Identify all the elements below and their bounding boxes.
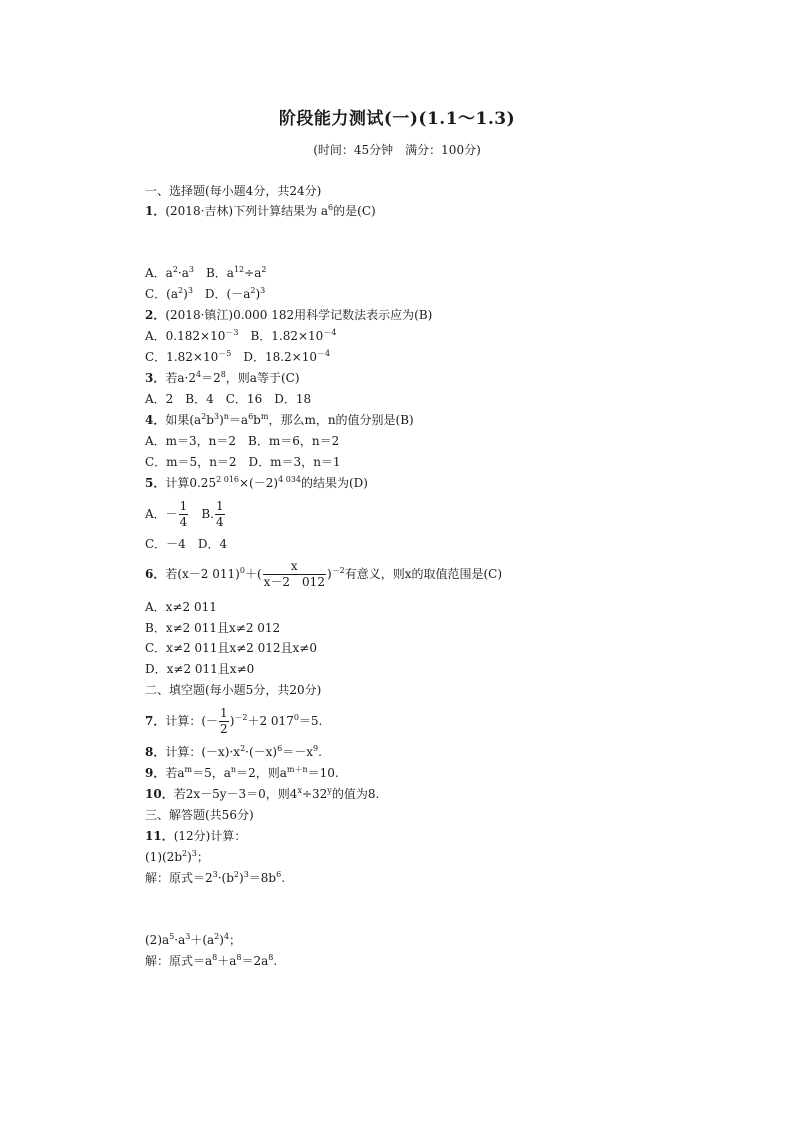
question-6-option-d: D．x≠2 011且x≠0 [145,662,255,676]
question-1-options-ab: A．$a^2\cdot a^3$ B．$a^{12}\div a^2$ [145,265,267,280]
fraction-one-quarter-b: $\frac{1}{4}$ [215,499,224,529]
question-5-stem: 5．计算$0.25^{2 016}\times(-2)^{4 034}$的结果为(D) [145,475,368,490]
page-title: 阶段能力测试(一)(1.1～1.3) [278,109,516,129]
question-11-part-1: $(1)(2b^2)^3$； [145,849,209,864]
question-1-stem: 1．(2018·吉林)下列计算结果为 $a^6$的是(C) [145,203,376,218]
question-4-options-cd: C．m＝5，n＝2 D．m＝3，n＝1 [145,455,341,469]
question-2-stem: 2．(2018·镇江)0.000 182用科学记数法表示应为(B) [145,308,433,322]
question-2-options-ab: A．$0.182\times 10^{-3}$ B．$1.82\times 10^{-4}$ [145,328,337,343]
fraction-x-over-x-minus-2012: $\frac{x}{x-2 012}$ [263,559,325,589]
question-11-solution-1: 解：原式$=2^3\cdot(b^2)^3=8b^6$. [145,870,286,885]
section-heading-choice: 一、选择题(每小题4分，共24分) [145,184,322,198]
question-4-options-ab: A．m＝3，n＝2 B．m＝6，n＝2 [145,434,340,448]
question-11-stem: 11．(12分)计算： [145,829,247,843]
question-4-stem: 4．如果$(a^2b^3)^n=a^6b^m$，那么m，n的值分别是(B) [145,412,414,427]
question-8: 8．计算：$(-x)\cdot x^2\cdot(-x)^6=-x^9$. [145,744,322,759]
question-10: 10．若2x－5y－3＝0，则$4^x\div 32^y$的值为8. [145,786,380,801]
question-3-stem: 3．若$a\cdot 2^4=2^8$，则a等于(C) [145,370,300,385]
question-5-options-ab: A．－ $\frac{1}{4}$ B. $\frac{1}{4}$ [145,499,224,529]
question-9: 9．若$a^m=5$，$a^n=2$，则$a^{m+n}=10$. [145,765,339,780]
question-11-part-2: $(2)a^5\cdot a^3+(a^2)^4$； [145,932,242,947]
section-heading-solve: 三、解答题(共56分) [145,808,254,822]
question-11-solution-2: 解：原式$=a^8+a^8=2a^8$. [145,953,278,968]
page-subtitle: (时间：45分钟 满分：100分) [313,143,481,157]
question-7: 7．计算：(－ $\frac{1}{2}$ )$^{-2}$＋2 $017^0=5$. [145,706,323,736]
question-3-options: A．2 B．4 C．16 D．18 [145,392,312,406]
section-heading-fill: 二、填空题(每小题5分，共20分) [145,683,322,697]
question-2-options-cd: C．$1.82\times 10^{-5}$ D．$18.2\times 10^{-4}$ [145,349,331,364]
question-6-option-a: A．x≠2 011 [145,600,217,614]
question-1-options-cd: C．$(a^2)^3$ D．$(-a^2)^3$ [145,286,266,301]
fraction-one-half: $\frac{1}{2}$ [220,706,228,736]
question-6-option-b: B．x≠2 011且x≠2 012 [145,621,281,635]
fraction-one-quarter-a: $\frac{1}{4}$ [179,499,188,529]
question-5-options-cd: C．－4 D．4 [145,537,228,551]
question-6-option-c: C．x≠2 011且x≠2 012且x≠0 [145,641,317,655]
question-6-stem: 6．若(x－2 011)$^0$＋( $\frac{x}{x-2 012}$ )$^{-2}$有意义，则x的取值范围是(C) [145,559,503,589]
